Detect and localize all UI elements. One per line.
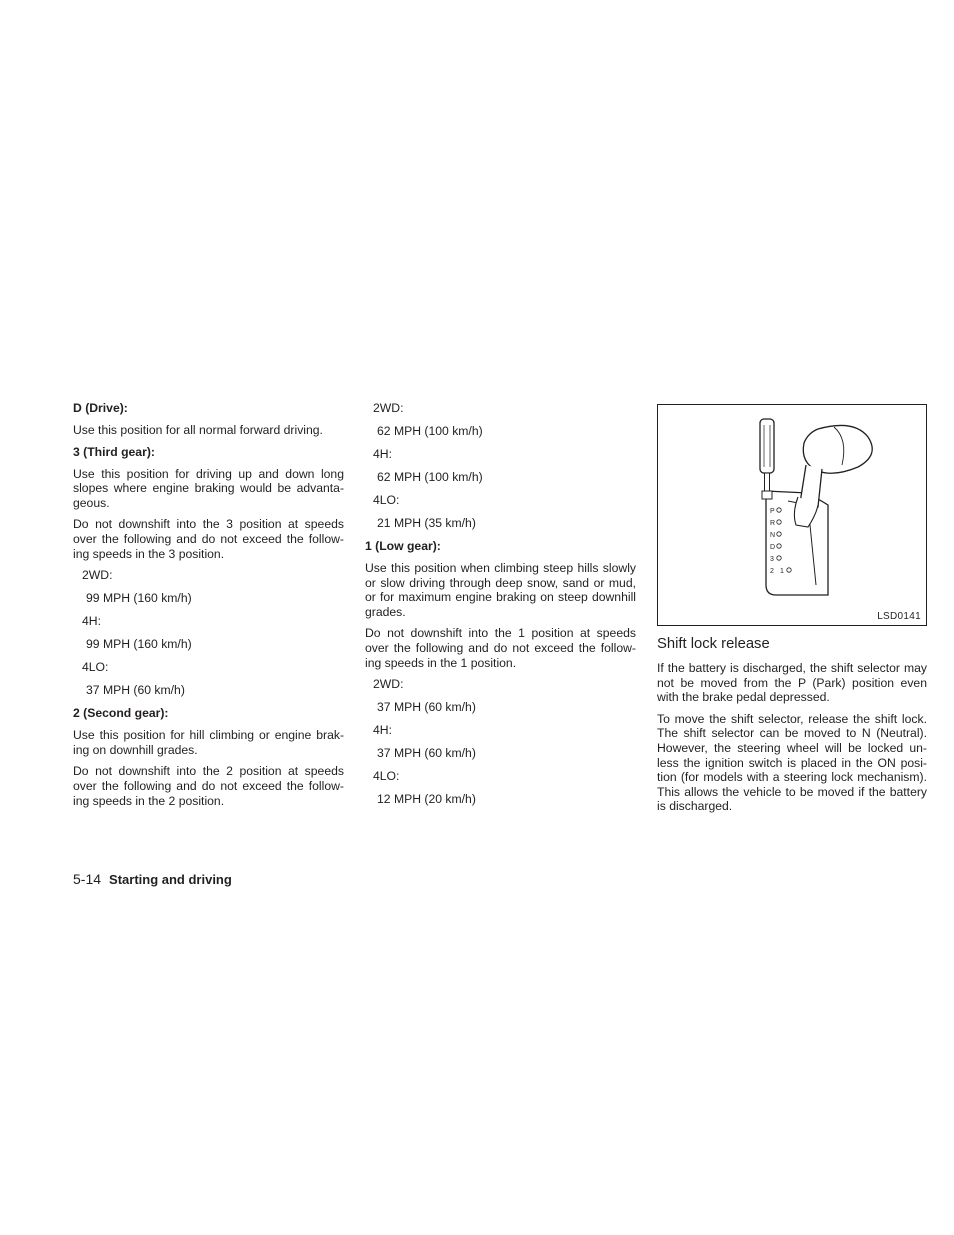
- page-number: 5-14: [73, 871, 102, 887]
- speed-value: 37 MPH (60 km/h): [377, 700, 476, 715]
- gear-mark-d: D: [770, 544, 776, 551]
- gear-mark-2: 2: [770, 568, 774, 575]
- gear-mark-1: 1: [780, 568, 784, 575]
- gear-mark-3: 3: [770, 556, 774, 563]
- third-gear-heading: 3 (Third gear):: [73, 444, 155, 459]
- low-gear-heading: 1 (Low gear):: [365, 539, 441, 553]
- speed-label: 4LO:: [82, 660, 109, 675]
- shift-lock-figure: [657, 404, 927, 626]
- low-gear-text-1: Use this position when climbing steep hills slowly or slow driving through deep snow, sand or mud, or for maximum engine braking on steep downhill grades.: [365, 561, 636, 619]
- shift-lock-text-1: If the battery is discharged, the shift selector may not be moved from the P (Park) position even with the brake pedal depressed.: [657, 661, 927, 705]
- third-gear-text-2: Do not downshift into the 3 position at speeds over the following and do not exceed the follow-ing speeds in the 3 position.: [73, 517, 344, 561]
- speed-value: 37 MPH (60 km/h): [377, 746, 476, 761]
- speed-value: 99 MPH (160 km/h): [86, 591, 192, 606]
- speed-value: 37 MPH (60 km/h): [86, 683, 185, 698]
- page-footer: [73, 871, 232, 888]
- speed-value: 99 MPH (160 km/h): [86, 637, 192, 652]
- speed-label: 4H:: [373, 723, 392, 738]
- shift-lever-illustration: [658, 405, 926, 625]
- column-right: [657, 401, 927, 821]
- gear-mark-p: P: [770, 508, 775, 515]
- drive-text: Use this position for all normal forward driving.: [73, 423, 323, 437]
- speed-label: 2WD:: [373, 677, 404, 692]
- shift-lock-heading: Shift lock release: [657, 636, 770, 652]
- second-gear-heading: 2 (Second gear):: [73, 706, 169, 721]
- speed-label: 4LO:: [373, 769, 400, 784]
- column-middle: [365, 401, 636, 815]
- shift-lock-text-2: To move the shift selector, release the shift lock. The shift selector can be moved to N (Neutral). However, the steering wheel will be locked un-less the ignition switch is placed in the ON posi-tion (for models with a steering lock mechanism). This allows the vehicle to be moved if the battery is discharged.: [657, 711, 927, 814]
- speed-value: 62 MPH (100 km/h): [377, 424, 483, 438]
- second-gear-text-2: Do not downshift into the 2 position at speeds over the following and do not exceed the follow-ing speeds in the 2 position.: [73, 764, 344, 808]
- speed-value: 21 MPH (35 km/h): [377, 516, 476, 530]
- low-gear-text-2: Do not downshift into the 1 position at speeds over the following and do not exceed the follow-ing speeds in the 1 position.: [365, 626, 636, 670]
- speed-label: 4H:: [373, 447, 392, 461]
- speed-label: 2WD:: [373, 401, 404, 415]
- speed-label: 2WD:: [82, 568, 113, 583]
- section-title: Starting and driving: [109, 872, 232, 887]
- second-gear-text-1: Use this position for hill climbing or engine brak-ing on downhill grades.: [73, 728, 344, 757]
- gear-mark-r: R: [770, 520, 776, 527]
- gear-mark-n: N: [770, 532, 776, 539]
- column-left: [73, 401, 344, 815]
- speed-value: 12 MPH (20 km/h): [377, 792, 476, 807]
- speed-value: 62 MPH (100 km/h): [377, 470, 483, 484]
- figure-code: LSD0141: [877, 611, 921, 622]
- third-gear-text-1: Use this position for driving up and down long slopes where engine braking would be advanta-geous.: [73, 466, 344, 510]
- drive-heading: D (Drive):: [73, 401, 128, 415]
- speed-label: 4LO:: [373, 493, 400, 507]
- speed-label: 4H:: [82, 614, 101, 629]
